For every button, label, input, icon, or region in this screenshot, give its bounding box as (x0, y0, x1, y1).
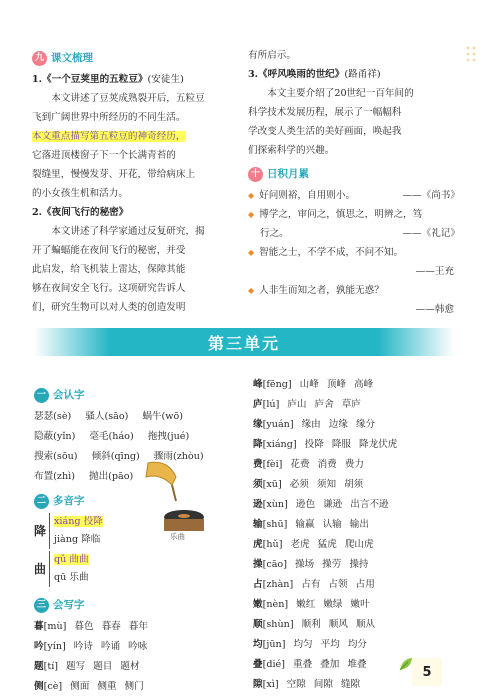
write-entry: 吟[yín] 吟诗 吟诵 吟咏 (34, 641, 148, 652)
recognize-row: 隐蔽(yǐn) 毫毛(háo) 拖拽(jué) (34, 431, 190, 442)
lesson-summary-column (32, 46, 242, 317)
page-number: 5 (412, 658, 442, 686)
section-header-lesson-summary (32, 48, 242, 68)
recognize-row: 布置(zhì) 抛出(pāo) (34, 471, 134, 482)
lesson-line: 们探索科学的兴趣。 (248, 145, 335, 156)
quote-item: ◆ 人非生而知之者，孰能无惑？ (248, 281, 460, 300)
write-entry: 题[tí] 题写 题目 题材 (34, 661, 140, 672)
write-entry: 均[jūn] 均匀 平均 均分 (253, 639, 367, 650)
write-entry: 输[shū] 输赢 认输 输出 (253, 519, 369, 530)
recognize-row: 搜索(sōu) 倾斜(qīng) 骤雨(zhòu) (34, 451, 204, 462)
write-entry: 隙[xì] 空隙 间隙 缝隙 (253, 679, 361, 690)
section-badge: 二 (34, 494, 49, 509)
quote-item: ◆ 好问则裕，自用则小。 ——《尚书》 (248, 186, 460, 205)
diamond-bullet-icon: ◆ (248, 248, 255, 257)
write-entry: 缘[yuán] 缘由 边缘 缘分 (253, 419, 376, 430)
quote-item: ◆ 博学之，审问之，慎思之，明辨之，笃 (248, 205, 460, 224)
section-header-write (34, 595, 239, 615)
lesson-line: 此启发，给飞机装上雷达，保障其能 (32, 264, 186, 275)
quote-source: ——《礼记》 (402, 228, 460, 239)
lesson-author: (安徒生) (147, 74, 184, 85)
lesson-line: 学改变人类生活的美好画面，唤起我 (248, 126, 402, 137)
vocabulary-left-column (34, 381, 239, 697)
section-title: 日积月累 (267, 167, 309, 180)
diamond-bullet-icon: ◆ (248, 210, 255, 219)
lesson-author: (路甬祥) (344, 69, 381, 80)
unit-banner: 第三单元 (34, 328, 454, 356)
section-badge: 三 (34, 598, 49, 613)
section-title: 多音字 (53, 494, 85, 507)
write-entry: 嫩[nèn] 嫩红 嫩绿 嫩叶 (253, 599, 370, 610)
highlighted-reading: qǔ 曲曲 (54, 554, 89, 565)
quote-source: ——《尚书》 (402, 190, 460, 201)
lesson-item-2 (32, 203, 242, 317)
lesson-line: 本文主要介绍了20世纪一百年间的 (267, 88, 414, 99)
write-entry: 庐[lú] 庐山 庐舍 草庐 (253, 399, 361, 410)
polyphone-entry: 曲 qǔ 曲曲 qū 乐曲 (34, 551, 239, 587)
write-entry: 峰[fēng] 山峰 顶峰 高峰 (253, 379, 374, 390)
section-badge: 九 (32, 51, 47, 66)
section-title: 会写字 (53, 598, 85, 611)
decorative-dots (462, 44, 482, 304)
lesson-line: 本文讲述了科学家通过反复研究，揭 (51, 226, 205, 237)
summary-continued-column: 有所启示。 3.《呼风唤雨的世纪》(路甬祥) 本文主要介绍了20世纪一百年间的 科学技术发展历程，展示了一幅幅科 学改变人类生活的美好画面，唤起我 们探索科学的兴趣。 十 日积月累 ◆ 好问则裕，自用则小。 ——《尚书》 ◆ 博学之，审问之，慎思之，明辨之，笃 行之。 ——《礼记》 ◆ 智能之士，不学不成，不问不知。 ——王充 ◆ 人非生而知之者，孰能无惑？ ——韩愈 (248, 46, 460, 319)
lesson-line: 的小女孩生机和活力。 (32, 188, 128, 199)
lesson-item-1 (32, 70, 242, 203)
continued-line: 有所启示。 (248, 50, 296, 61)
section-badge: 十 (248, 167, 263, 182)
write-entry: 逊[xùn] 逊色 谦逊 出言不逊 (253, 499, 389, 510)
section-header-recognize (34, 385, 239, 405)
diamond-bullet-icon: ◆ (248, 286, 255, 295)
quote-source: ——韩愈 (415, 304, 454, 315)
section-badge: 一 (34, 388, 49, 403)
section-title: 会认字 (53, 388, 85, 401)
highlighted-line: 本文重点描写第五粒豆的神奇经历， (32, 131, 186, 142)
lesson-line: 们，研究生物可以对人类的创造发明 (32, 302, 186, 313)
quote-source: ——王充 (415, 266, 454, 277)
lesson-line: 飞到广阔世界中所经历的不同生活。 (32, 112, 186, 123)
write-entry: 暮[mù] 暮色 暮春 暮年 (34, 621, 148, 632)
polyphone-entry: 降 xiáng 投降 jiàng 降临 (34, 513, 239, 549)
lesson-line: 科学技术发展历程，展示了一幅幅科 (248, 107, 402, 118)
write-entry: 叠[dié] 重叠 叠加 堆叠 (253, 659, 367, 670)
write-entry: 虎[hǔ] 老虎 猛虎 爬山虎 (253, 539, 374, 550)
lesson-line: 它落进顶楼窗子下一个长满青苔的 (32, 150, 176, 161)
section-title: 课文梳理 (51, 51, 93, 64)
diamond-bullet-icon: ◆ (248, 191, 255, 200)
write-entry: 费[fèi] 花费 消费 费力 (253, 459, 364, 470)
write-entry: 顺[shùn] 顺利 顺风 顺从 (253, 619, 376, 630)
lesson-line: 够在夜间安全飞行。这项研究告诉人 (32, 283, 186, 294)
highlighted-reading: xiáng 投降 (54, 516, 103, 527)
lesson-line: 裂缝里，慢慢发芽、开花，带给病床上 (32, 169, 196, 180)
section-header-polyphone (34, 491, 239, 511)
recognize-row: 瑟瑟(sè) 骚人(sāo) 蜗牛(wō) (34, 411, 184, 422)
lesson-line: 开了蝙蝠能在夜间飞行的秘密，并受 (32, 245, 186, 256)
vocabulary-right-column (253, 375, 463, 695)
write-entry: 须[xū] 必须 须知 胡须 (253, 479, 364, 490)
write-entry: 侧[cè] 侧面 侧重 侧门 (34, 681, 144, 692)
lesson-title: 2.《夜间飞行的秘密》 (32, 207, 129, 218)
polyphone-char: 降 (34, 523, 47, 538)
quote-item: ◆ 智能之士，不学不成，不问不知。 (248, 243, 460, 262)
section-header-accumulation (248, 164, 460, 184)
lesson-title: 3.《呼风唤雨的世纪》 (248, 69, 345, 80)
polyphone-char: 曲 (34, 561, 47, 576)
write-entry: 操[cāo] 操场 操劳 操持 (253, 559, 369, 570)
write-entry: 占[zhàn] 占有 占领 占用 (253, 579, 375, 590)
lesson-line: 本文讲述了豆荚成熟裂开后，五粒豆 (51, 93, 205, 104)
illustration-caption: 乐曲 (170, 532, 185, 541)
lesson-title: 1.《一个豆荚里的五粒豆》 (32, 74, 148, 85)
write-entry: 降[xiáng] 投降 降服 降龙伏虎 (253, 439, 398, 450)
